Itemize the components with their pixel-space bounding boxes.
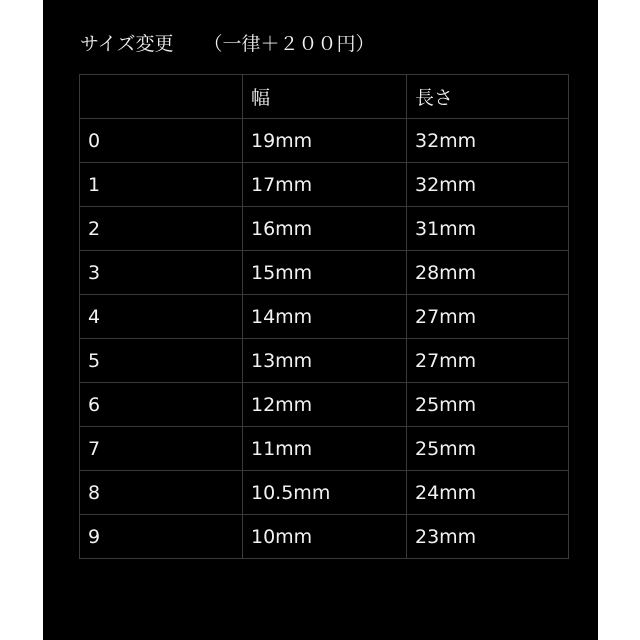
cell-size: 1	[80, 163, 243, 207]
cell-length: 25mm	[407, 427, 569, 471]
title-price-note: （一律＋２００円）	[203, 33, 375, 55]
size-table-body	[80, 75, 569, 559]
cell-width: 10mm	[243, 515, 407, 559]
cell-width: 16mm	[243, 207, 407, 251]
table-row	[80, 427, 569, 471]
cell-length: 24mm	[407, 471, 569, 515]
table-row	[80, 119, 569, 163]
cell-width: 13mm	[243, 339, 407, 383]
cell-length: 32mm	[407, 163, 569, 207]
table-header-row	[80, 75, 569, 119]
table-row	[80, 383, 569, 427]
cell-length: 25mm	[407, 383, 569, 427]
header-width: 幅	[243, 75, 407, 119]
cell-size: 6	[80, 383, 243, 427]
table-row	[80, 339, 569, 383]
page-title	[80, 31, 375, 57]
header-length: 長さ	[407, 75, 569, 119]
cell-size: 5	[80, 339, 243, 383]
cell-length: 27mm	[407, 339, 569, 383]
cell-size: 8	[80, 471, 243, 515]
cell-width: 12mm	[243, 383, 407, 427]
cell-width: 19mm	[243, 119, 407, 163]
cell-size: 7	[80, 427, 243, 471]
header-size	[80, 75, 243, 119]
cell-length: 28mm	[407, 251, 569, 295]
table-row	[80, 515, 569, 559]
cell-length: 31mm	[407, 207, 569, 251]
cell-size: 9	[80, 515, 243, 559]
table-row	[80, 295, 569, 339]
cell-size: 3	[80, 251, 243, 295]
cell-width: 10.5mm	[243, 471, 407, 515]
title-label: サイズ変更	[80, 33, 174, 55]
table-row	[80, 207, 569, 251]
cell-length: 32mm	[407, 119, 569, 163]
cell-size: 2	[80, 207, 243, 251]
cell-length: 27mm	[407, 295, 569, 339]
cell-width: 17mm	[243, 163, 407, 207]
cell-length: 23mm	[407, 515, 569, 559]
table-row	[80, 251, 569, 295]
cell-width: 11mm	[243, 427, 407, 471]
cell-width: 15mm	[243, 251, 407, 295]
table-row	[80, 471, 569, 515]
size-table	[79, 74, 569, 559]
cell-width: 14mm	[243, 295, 407, 339]
table-row	[80, 163, 569, 207]
cell-size: 4	[80, 295, 243, 339]
cell-size: 0	[80, 119, 243, 163]
